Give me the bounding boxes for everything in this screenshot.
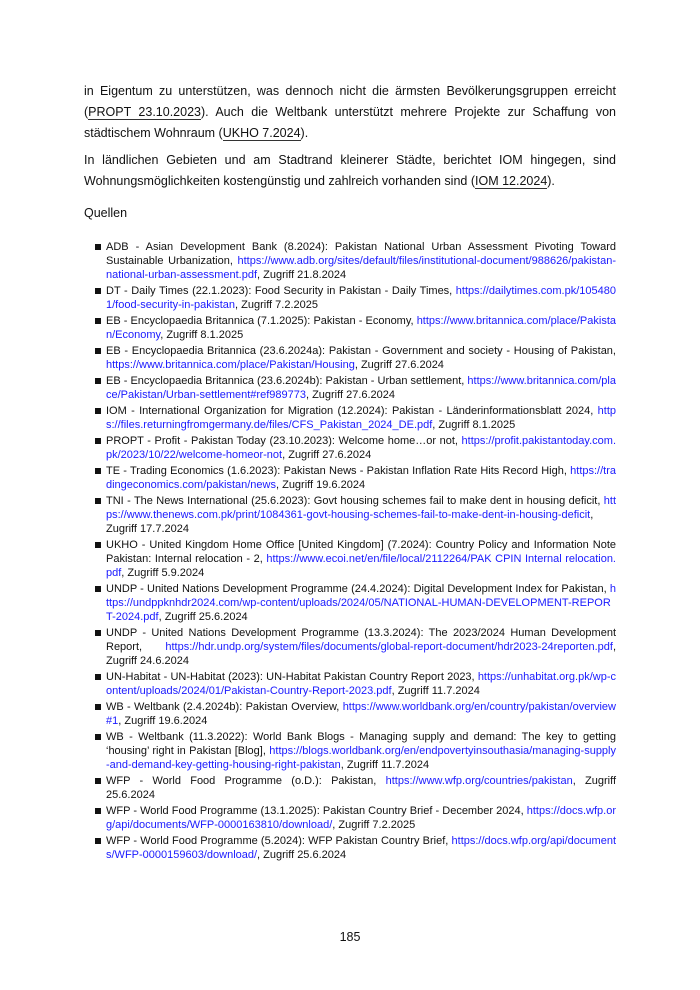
bullet-icon xyxy=(95,408,101,414)
reference-item xyxy=(84,730,616,772)
reference-item xyxy=(84,464,616,492)
reference-access-date: , Zugriff 21.8.2024 xyxy=(257,269,347,281)
reference-text: UN-Habitat - UN-Habitat (2023): UN-Habitat Pakistan Country Report 2023, xyxy=(106,671,478,683)
reference-link[interactable]: https://files.returningfromgermany.de/files/CFS_Pakistan_2024_DE.pdf xyxy=(106,405,616,431)
reference-access-date: , Zugriff 19.6.2024 xyxy=(118,715,208,727)
bullet-icon xyxy=(95,778,101,784)
citation-iom[interactable]: IOM 12.2024 xyxy=(475,174,548,188)
reference-link[interactable]: https://hdr.undp.org/system/files/documents/global-report-document/hdr2023-24reporten.pdf xyxy=(165,641,613,653)
reference-text: EB - Encyclopaedia Britannica (23.6.2024b): Pakistan - Urban settlement, xyxy=(106,375,468,387)
reference-text: WB - Weltbank (11.3.2022): World Bank Blogs - Managing supply and demand: The key to getting ‘housing’ right in Pakistan [Blog], xyxy=(106,731,616,757)
reference-text: UNDP - United Nations Development Programme (24.4.2024): Digital Development Index for Pakistan, xyxy=(106,583,610,595)
reference-link[interactable]: https://www.britannica.com/place/Pakistan/Economy xyxy=(106,315,616,341)
paragraph-text: in Eigentum zu unterstützen, was dennoch nicht die ärmsten Bevölkerungsgruppen erreicht ( xyxy=(84,84,616,119)
reference-item xyxy=(84,344,616,372)
citation-ukho[interactable]: UKHO 7.2024 xyxy=(222,126,301,140)
body-paragraph-2 xyxy=(84,150,616,192)
paragraph-text: In ländlichen Gebieten und am Stadtrand kleinerer Städte, berichtet IOM hingegen, sind Wohnungsmöglichkeiten kostengünstig und zahlreich vorhanden sind ( xyxy=(84,153,616,188)
bullet-icon xyxy=(95,704,101,710)
reference-access-date: , Zugriff 17.7.2024 xyxy=(106,509,594,535)
reference-access-date: , Zugriff 7.2.2025 xyxy=(235,299,318,311)
reference-text: WFP - World Food Programme (o.D.): Pakistan, xyxy=(106,775,386,787)
bullet-icon xyxy=(95,244,101,250)
reference-access-date: , Zugriff 27.6.2024 xyxy=(354,359,444,371)
reference-item xyxy=(84,314,616,342)
reference-access-date: , Zugriff 24.6.2024 xyxy=(106,641,616,667)
reference-text: WB - Weltbank (2.4.2024b): Pakistan Overview, xyxy=(106,701,343,713)
reference-list xyxy=(84,240,616,864)
reference-access-date: , Zugriff 8.1.2025 xyxy=(432,419,516,431)
reference-link[interactable]: https://www.britannica.com/place/Pakistan/Urban-settlement#ref989773 xyxy=(106,375,616,401)
bullet-icon xyxy=(95,734,101,740)
reference-link[interactable]: https://www.adb.org/sites/default/files/institutional-document/988626/pakistan-national-urban-assessment.pdf xyxy=(106,255,616,281)
reference-access-date: , Zugriff 8.1.2025 xyxy=(160,329,244,341)
reference-link[interactable]: https://www.thenews.com.pk/print/1084361-govt-housing-schemes-fail-to-make-dent-in-housing-deficit xyxy=(106,495,616,521)
bullet-icon xyxy=(95,674,101,680)
reference-access-date: , Zugriff 7.2.2025 xyxy=(332,819,416,831)
reference-item xyxy=(84,404,616,432)
reference-text: IOM - International Organization for Migration (12.2024): Pakistan - Länderinformationsblatt 2024, xyxy=(106,405,598,417)
reference-link[interactable]: https://www.worldbank.org/en/country/pakistan/overview#1 xyxy=(106,701,616,727)
reference-item xyxy=(84,834,616,862)
bullet-icon xyxy=(95,542,101,548)
bullet-icon xyxy=(95,348,101,354)
citation-propt[interactable]: PROPT 23.10.2023 xyxy=(88,105,201,119)
reference-item xyxy=(84,700,616,728)
bullet-icon xyxy=(95,498,101,504)
reference-access-date: , Zugriff 25.6.2024 xyxy=(158,611,248,623)
reference-link[interactable]: https://dailytimes.com.pk/1054801/food-security-in-pakistan xyxy=(106,285,616,311)
reference-link[interactable]: https://www.wfp.org/countries/pakistan xyxy=(385,775,573,787)
reference-item xyxy=(84,240,616,282)
paragraph-text: ). xyxy=(300,126,309,140)
reference-text: UKHO - United Kingdom Home Office [United Kingdom] (7.2024): Country Policy and Information Note Pakistan: Internal relocation - 2, xyxy=(106,539,616,565)
sources-heading: Quellen xyxy=(84,206,128,220)
reference-item xyxy=(84,494,616,536)
reference-text: PROPT - Profit - Pakistan Today (23.10.2023): Welcome home…or not, xyxy=(106,435,462,447)
reference-access-date: , Zugriff 27.6.2024 xyxy=(305,389,396,401)
reference-link[interactable]: https://www.britannica.com/place/Pakistan/Housing xyxy=(106,359,355,371)
reference-item xyxy=(84,434,616,462)
bullet-icon xyxy=(95,838,101,844)
reference-access-date: , Zugriff 19.6.2024 xyxy=(275,479,366,491)
reference-item xyxy=(84,670,616,698)
reference-text: EB - Encyclopaedia Britannica (23.6.2024a): Pakistan - Government and society - Housing of Pakistan, xyxy=(106,345,616,357)
reference-link[interactable]: https://profit.pakistantoday.com.pk/2023/10/22/welcome-homeor-not xyxy=(106,435,616,461)
reference-item xyxy=(84,582,616,624)
reference-item xyxy=(84,538,616,580)
reference-item xyxy=(84,284,616,312)
reference-item xyxy=(84,374,616,402)
paragraph-text: ). xyxy=(547,174,555,188)
bullet-icon xyxy=(95,630,101,636)
reference-text: WFP - World Food Programme (13.1.2025): Pakistan Country Brief - December 2024, xyxy=(106,805,527,817)
reference-text: UNDP - United Nations Development Programme (13.3.2024): The 2023/2024 Human Development Report, xyxy=(106,627,616,653)
bullet-icon xyxy=(95,468,101,474)
reference-item xyxy=(84,626,616,668)
reference-link[interactable]: https://tradingeconomics.com/pakistan/news xyxy=(106,465,616,491)
reference-access-date: , Zugriff 5.9.2024 xyxy=(121,567,205,579)
bullet-icon xyxy=(95,808,101,814)
reference-text: WFP - World Food Programme (5.2024): WFP Pakistan Country Brief, xyxy=(106,835,452,847)
reference-access-date: , Zugriff 11.7.2024 xyxy=(340,759,430,771)
reference-text: DT - Daily Times (22.1.2023): Food Security in Pakistan - Daily Times, xyxy=(106,285,456,297)
reference-access-date: , Zugriff 27.6.2024 xyxy=(282,449,372,461)
reference-text: EB - Encyclopaedia Britannica (7.1.2025): Pakistan - Economy, xyxy=(106,315,417,327)
reference-link[interactable]: https://docs.wfp.org/api/documents/WFP-0000163810/download/ xyxy=(106,805,616,831)
reference-link[interactable]: https://www.ecoi.net/en/file/local/2112264/PAK CPIN Internal relocation.pdf xyxy=(106,553,616,579)
bullet-icon xyxy=(95,378,101,384)
reference-text: TE - Trading Economics (1.6.2023): Pakistan News - Pakistan Inflation Rate Hits Record High, xyxy=(106,465,571,477)
page-number: 185 xyxy=(339,930,361,944)
reference-link[interactable]: https://unhabitat.org.pk/wp-content/uploads/2024/01/Pakistan-Country-Report-2023.pdf xyxy=(106,671,616,697)
reference-link[interactable]: https://blogs.worldbank.org/en/endpovertyinsouthasia/managing-supply-and-demand-key-getting-housing-right-pakistan xyxy=(106,745,616,771)
bullet-icon xyxy=(95,586,101,592)
reference-link[interactable]: https://docs.wfp.org/api/documents/WFP-0000159603/download/ xyxy=(106,835,616,861)
reference-access-date: , Zugriff 11.7.2024 xyxy=(391,685,480,697)
reference-access-date: , Zugriff 25.6.2024 xyxy=(106,775,616,801)
reference-text: TNI - The News International (25.6.2023): Govt housing schemes fail to make dent in housing deficit, xyxy=(106,495,604,507)
bullet-icon xyxy=(95,288,101,294)
bullet-icon xyxy=(95,318,101,324)
reference-item xyxy=(84,804,616,832)
reference-link[interactable]: https://undppknhdr2024.com/wp-content/uploads/2024/05/NATIONAL-HUMAN-DEVELOPMENT-REPORT-2024.pdf xyxy=(106,583,616,623)
body-paragraph-1 xyxy=(84,81,616,144)
reference-item xyxy=(84,774,616,802)
paragraph-text: ). Auch die Weltbank unterstützt mehrere Projekte zur Schaffung von städtischem Wohnraum ( xyxy=(84,105,616,140)
bullet-icon xyxy=(95,438,101,444)
reference-access-date: , Zugriff 25.6.2024 xyxy=(257,849,347,861)
reference-text: ADB - Asian Development Bank (8.2024): Pakistan National Urban Assessment Pivoting Toward Sustainable Urbanization, xyxy=(106,241,616,267)
